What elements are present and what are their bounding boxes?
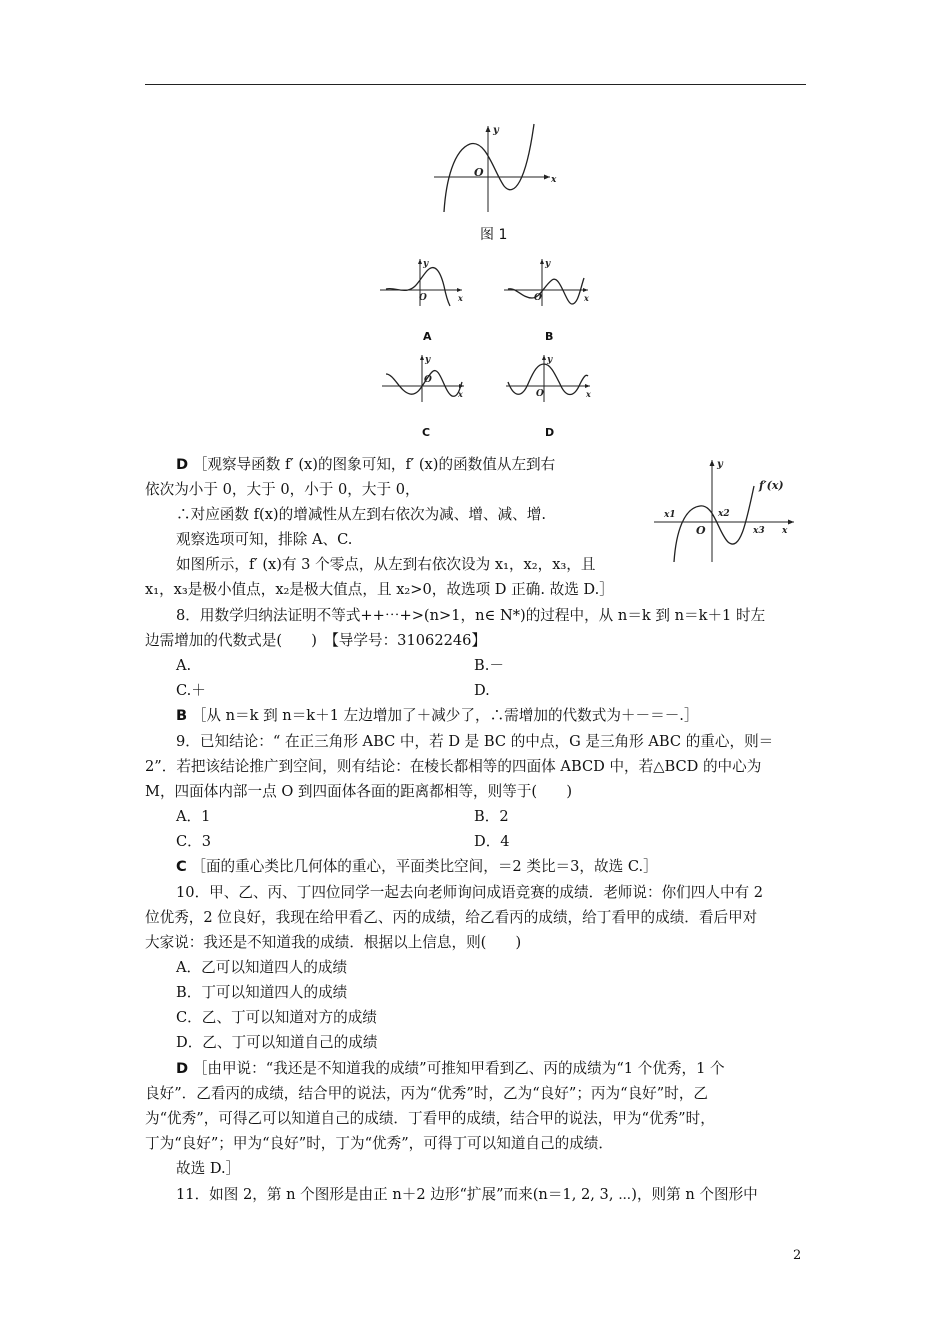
- svg-text:x: x: [551, 175, 557, 185]
- q9-option-c: C．3: [176, 833, 212, 850]
- q8-option-c: C.＋: [176, 682, 206, 699]
- q10-stem-line-3: 大家说：我还是不知道我的成绩．根据以上信息，则( ): [145, 934, 522, 951]
- svg-text:O: O: [424, 375, 432, 385]
- svg-text:O: O: [534, 293, 542, 303]
- option-graph-b: [502, 256, 594, 308]
- q8-option-b: B.－: [474, 657, 504, 674]
- svg-text:y: y: [425, 355, 431, 365]
- q8-option-a: A.: [176, 657, 192, 674]
- svg-text:y: y: [493, 125, 499, 136]
- svg-text:x: x: [458, 293, 463, 303]
- q7-answer-line-3: ∴对应函数 f(x)的增减性从左到右依次为减、增、减、增.: [176, 506, 546, 523]
- q7-answer-line-1: D ［观察导函数 f′ (x)的图象可知，f′ (x)的函数值从左到右: [176, 456, 556, 473]
- svg-text:f′(x): f′(x): [759, 479, 784, 492]
- svg-text:x: x: [458, 389, 463, 399]
- figure-1: [430, 120, 560, 218]
- svg-text:x2: x2: [718, 509, 730, 519]
- svg-text:y: y: [547, 355, 553, 365]
- q7-answer-line-5: 如图所示，f′ (x)有 3 个零点，从左到右依次设为 x₁，x₂，x₃，且: [176, 556, 596, 573]
- svg-text:O: O: [696, 524, 706, 537]
- q10-option-c: C．乙、丁可以知道对方的成绩: [176, 1009, 377, 1026]
- q9-stem-line-3: M，四面体内部一点 O 到四面体各面的距离都相等，则等于( ): [145, 783, 573, 800]
- q9-option-b: B．2: [474, 808, 509, 825]
- q9-answer: C ［面的重心类比几何体的重心，平面类比空间，＝2 类比＝3，故选 C.］: [176, 858, 658, 875]
- svg-text:x3: x3: [753, 526, 765, 536]
- svg-text:y: y: [545, 259, 551, 269]
- figure-1-caption: 图 1: [480, 227, 508, 243]
- q10-option-b: B．丁可以知道四人的成绩: [176, 984, 348, 1001]
- option-graph-d: [504, 352, 594, 404]
- svg-text:x: x: [782, 526, 788, 536]
- q11-stem: 11．如图 2，第 n 个图形是由正 n＋2 边形“扩展”而来(n＝1, 2, 3, ⋯)，则第 n 个图形中: [176, 1186, 758, 1203]
- option-label-d: D: [545, 426, 555, 439]
- q9-option-a: A．1: [176, 808, 211, 825]
- option-label-c: C: [422, 426, 431, 439]
- q9-answer-letter: C: [176, 858, 187, 875]
- svg-text:x: x: [586, 389, 591, 399]
- svg-text:O: O: [419, 293, 427, 303]
- q7-answer-line-4: 观察选项可知，排除 A、C.: [176, 531, 353, 548]
- q10-answer-line-5: 故选 D.］: [176, 1160, 241, 1177]
- q10-option-a: A．乙可以知道四人的成绩: [176, 959, 348, 976]
- q8-stem-line-2: 边需增加的代数式是( ) 【导学号：31062246】: [145, 632, 487, 649]
- q7-answer-line-6: x₁，x₃是极小值点，x₂是极大值点，且 x₂>0，故选项 D 正确. 故选 D.］: [145, 581, 614, 598]
- svg-text:O: O: [536, 389, 544, 399]
- q8-answer: B ［从 n＝k 到 n＝k＋1 左边增加了＋减少了，∴需增加的代数式为＋－＝－.］: [176, 707, 699, 724]
- svg-text:x1: x1: [664, 510, 676, 520]
- q9-stem-line-2: 2”．若把该结论推广到空间，则有结论：在棱长都相等的四面体 ABCD 中，若△BCD 的中心为: [145, 758, 762, 775]
- q10-option-d: D．乙、丁可以知道自己的成绩: [176, 1034, 378, 1051]
- svg-text:O: O: [474, 166, 484, 179]
- q9-option-d: D．4: [474, 833, 510, 850]
- option-label-a: A: [423, 330, 432, 343]
- q10-stem-line-1: 10．甲、乙、丙、丁四位同学一起去向老师询问成语竞赛的成绩．老师说：你们四人中有 2: [176, 884, 764, 901]
- q10-answer-letter: D: [176, 1060, 189, 1077]
- q10-answer-line-1: D ［由甲说：“我还是不知道我的成绩”可推知甲看到乙、丙的成绩为“1 个优秀，1 个: [176, 1060, 725, 1077]
- option-graph-c: [380, 352, 470, 404]
- q8-answer-letter: B: [176, 707, 188, 724]
- svg-text:y: y: [717, 459, 723, 470]
- q10-answer-line-4: 丁为“良好”；甲为“良好”时，丁为“优秀”，可得丁可以知道自己的成绩．: [145, 1135, 613, 1152]
- page-number: 2: [793, 1248, 802, 1263]
- q9-stem-line-1: 9．已知结论：“ 在正三角形 ABC 中，若 D 是 BC 的中点，G 是三角形 ABC 的重心，则＝: [176, 733, 774, 750]
- svg-text:x: x: [584, 293, 589, 303]
- svg-text:y: y: [423, 259, 429, 269]
- q8-stem-line-1: 8．用数学归纳法证明不等式++⋯+>(n>1，n∈ N*)的过程中，从 n＝k 到 n＝k＋1 时左: [176, 607, 766, 624]
- q10-answer-line-2: 良好”．乙看丙的成绩，结合甲的说法，丙为“优秀”时，乙为“良好”；丙为“良好”时，乙: [145, 1085, 709, 1102]
- q7-answer-line-2: 依次为小于 0，大于 0，小于 0，大于 0，: [145, 481, 420, 498]
- q10-stem-line-2: 位优秀，2 位良好，我现在给甲看乙、丙的成绩，给乙看丙的成绩，给丁看甲的成绩．看后甲对: [145, 909, 758, 926]
- option-graph-a: [378, 256, 468, 308]
- option-label-b: B: [545, 330, 554, 343]
- q7-answer-letter: D: [176, 456, 189, 473]
- derivative-figure: [648, 452, 798, 564]
- header-rule: [145, 84, 806, 85]
- q8-option-d: D.: [474, 682, 490, 699]
- q10-answer-line-3: 为“优秀”，可得乙可以知道自己的成绩．丁看甲的成绩，结合甲的说法，甲为“优秀”时，: [145, 1110, 715, 1127]
